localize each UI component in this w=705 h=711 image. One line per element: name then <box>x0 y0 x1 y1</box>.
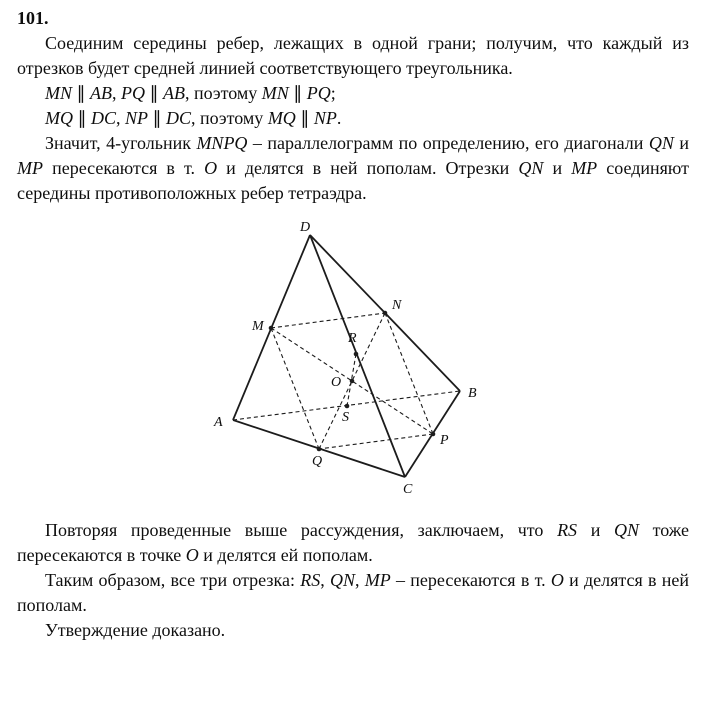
math-italic-text: QN <box>648 133 674 153</box>
text-run: – пересекаются в т. <box>390 570 551 590</box>
math-italic-text: AB <box>163 83 185 103</box>
text-run: , <box>355 570 365 590</box>
point-O <box>350 379 355 384</box>
math-italic-text: MQ <box>267 108 296 128</box>
text-run: Утверждение доказано. <box>45 620 226 640</box>
paragraph <box>17 106 689 131</box>
paragraph <box>17 518 689 568</box>
label-O: O <box>331 375 342 390</box>
point-P <box>431 432 436 437</box>
label-Q: Q <box>312 454 323 469</box>
math-italic-text: NP <box>313 108 337 128</box>
text-run: и <box>673 133 689 153</box>
text-run: соединяют середины противоположных ребер тетраэдра. <box>17 158 689 203</box>
paragraph <box>17 618 689 643</box>
text-run: ∥ <box>73 108 91 128</box>
paragraph <box>17 131 689 206</box>
tetrahedron-diagram <box>0 218 705 508</box>
label-P: P <box>440 433 449 448</box>
text-run: , <box>116 108 126 128</box>
math-italic-text: DC <box>166 108 192 128</box>
point-Q <box>317 447 322 452</box>
math-italic-text: QN <box>330 570 356 590</box>
text-run: тоже пересекаются в точке <box>17 520 689 565</box>
text-run: и делятся в ней пополам. <box>17 570 690 615</box>
text-run: , <box>112 83 121 103</box>
text-run: Таким образом, все три отрезка: <box>45 570 301 590</box>
math-italic-text: O <box>204 158 218 178</box>
dashed-segment-MN <box>271 313 385 328</box>
text-run: пересекаются в т. <box>43 158 205 178</box>
text-run: Повторяя проведенные выше рассуждения, заключаем, что <box>45 520 558 540</box>
math-italic-text: MNPQ <box>196 133 248 153</box>
label-N: N <box>392 298 402 313</box>
label-D: D <box>300 220 311 235</box>
text-run: ∥ <box>148 108 167 128</box>
label-M: M <box>252 319 264 334</box>
text-run: и <box>543 158 572 178</box>
math-italic-text: MN <box>45 83 72 103</box>
text-run: , поэтому <box>185 83 262 103</box>
math-italic-text: O <box>185 545 199 565</box>
math-italic-text: MP <box>571 158 598 178</box>
label-B: B <box>468 386 477 401</box>
math-italic-text: QN <box>518 158 544 178</box>
text-run: и <box>577 520 614 540</box>
text-run: ∥ <box>72 83 90 103</box>
text-run: и делятся ей пополам. <box>198 545 373 565</box>
math-italic-text: AB <box>90 83 112 103</box>
point-R <box>354 352 359 357</box>
problem-number: 101. <box>17 8 49 28</box>
math-italic-text: MP <box>364 570 391 590</box>
text-run: Значит, 4-угольник <box>45 133 197 153</box>
text-run: , <box>320 570 330 590</box>
text-run: и делятся в ней пополам. Отрезки <box>217 158 519 178</box>
point-N <box>383 311 388 316</box>
math-italic-text: NP <box>125 108 149 128</box>
math-italic-text: MP <box>17 158 43 178</box>
math-italic-text: DC <box>91 108 117 128</box>
math-italic-text: PQ <box>121 83 145 103</box>
dashed-segment-QM <box>271 328 319 449</box>
text-run: ∥ <box>288 83 307 103</box>
label-C: C <box>403 482 413 497</box>
text-run: , поэтому <box>191 108 268 128</box>
text-run: ; <box>330 83 336 103</box>
paragraph <box>17 568 689 618</box>
solution-text-top <box>17 31 689 206</box>
text-run: ∥ <box>145 83 163 103</box>
dashed-segment-PQ <box>319 434 433 449</box>
solution-text-bottom <box>17 518 689 643</box>
math-italic-text: QN <box>613 520 639 540</box>
point-S <box>345 404 350 409</box>
paragraph <box>17 31 689 81</box>
label-S: S <box>342 410 349 425</box>
point-M <box>269 326 274 331</box>
paragraph <box>17 81 689 106</box>
text-run: ∥ <box>295 108 314 128</box>
edge-DC <box>310 235 405 477</box>
label-R: R <box>348 331 357 346</box>
dashed-segment-NP <box>385 313 433 434</box>
label-A: A <box>214 415 223 430</box>
text-run: . <box>336 108 342 128</box>
math-italic-text: PQ <box>306 83 331 103</box>
math-italic-text: RS <box>300 570 321 590</box>
math-italic-text: RS <box>557 520 578 540</box>
text-run: – параллелограмм по определению, его диагонали <box>247 133 649 153</box>
math-italic-text: MQ <box>45 108 73 128</box>
math-italic-text: O <box>550 570 564 590</box>
math-italic-text: MN <box>261 83 289 103</box>
tetrahedron-figure <box>0 218 705 508</box>
text-run: Соединим середины ребер, лежащих в одной грани; получим, что каждый из отрезков будет средней линией соответствующего треугольника. <box>17 33 689 78</box>
